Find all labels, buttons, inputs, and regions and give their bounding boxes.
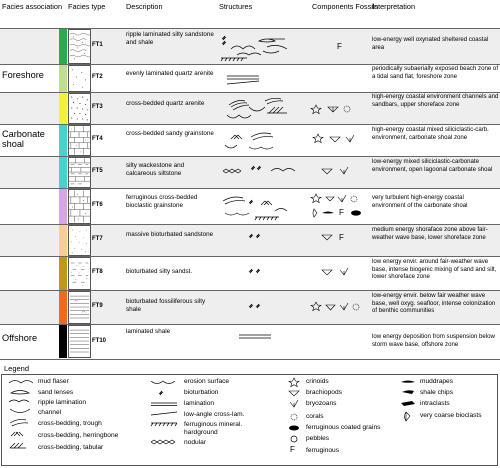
erosion-surface-icon xyxy=(225,213,249,215)
color-swatch xyxy=(59,325,67,358)
channel-icon xyxy=(249,107,265,111)
color-swatch xyxy=(59,29,67,64)
legend-label: very coarse bioclasts xyxy=(420,412,482,419)
lamination-icon xyxy=(239,335,271,338)
structures-ft9 xyxy=(219,291,311,324)
bryozoans-icon xyxy=(340,268,348,275)
bioturbation-icon xyxy=(222,36,226,45)
header-structures: Structures xyxy=(219,2,253,11)
ferruginous-coated-grains-icon xyxy=(351,210,361,215)
bryozoans-icon xyxy=(340,303,348,310)
low-angle-cross-lamination-icon xyxy=(151,412,177,415)
cross-bedding-herringbone-icon xyxy=(11,432,23,436)
components-ft8 xyxy=(312,257,370,290)
shale-chips-icon xyxy=(402,390,414,394)
very-coarse-bioclasts-icon xyxy=(405,412,411,421)
color-swatch xyxy=(59,291,67,324)
legend-label: shale chips xyxy=(420,389,453,396)
components-ft9 xyxy=(312,291,370,324)
corals-icon xyxy=(353,304,359,310)
facies-description: bioturbated silty sandst. xyxy=(126,268,193,275)
lithology-column xyxy=(68,29,91,64)
structures-ft1 xyxy=(219,29,311,64)
legend-label: crinoids xyxy=(306,378,329,385)
legend-label: ferruginous coated grains xyxy=(306,424,381,431)
legend-label: bryozoans xyxy=(306,400,337,407)
low-angle-cross-lamination-icon xyxy=(227,81,259,84)
cross-bedding-trough-icon xyxy=(10,419,28,426)
lamination-icon xyxy=(227,76,259,79)
cross-bedding-trough-icon xyxy=(223,197,245,204)
color-swatch xyxy=(59,125,67,156)
facies-interpretation: low-energy envir. below fair weather wave base, well oxyg. seafloor, intense colonization of benthic communities xyxy=(372,292,496,315)
header-components-fossils: Components Fossils xyxy=(312,2,379,11)
ferruginous-symbol: F xyxy=(339,208,344,217)
legend-label: ferruginous mineral. hardground xyxy=(184,421,243,436)
brachiopods-icon xyxy=(289,391,299,396)
lithology-column xyxy=(68,189,91,224)
legend-label: low-angle cross-lam. xyxy=(184,411,245,418)
erosion-surface-icon xyxy=(151,381,175,384)
bryozoans-icon xyxy=(290,400,298,407)
pebbles-icon xyxy=(291,436,297,442)
legend-label: lamination xyxy=(184,400,215,407)
very-coarse-bioclasts-icon xyxy=(313,209,317,217)
facies-code: FT6 xyxy=(92,202,103,208)
cross-bedding-herringbone-icon xyxy=(231,135,242,139)
muddrapes-icon xyxy=(322,212,334,214)
channel-icon xyxy=(225,145,237,148)
components-ft6 xyxy=(312,189,370,224)
nodular-icon xyxy=(223,169,241,173)
lithology-column xyxy=(68,65,91,92)
facies-code: FT10 xyxy=(92,338,107,344)
corals-icon xyxy=(291,414,297,420)
ferruginous-coated-grains-icon xyxy=(289,426,299,431)
assoc-offshore: Offshore xyxy=(2,333,38,343)
facies-description: cross-bedded quartz arenite xyxy=(126,100,205,107)
color-swatch xyxy=(59,189,67,224)
color-swatch xyxy=(59,65,67,92)
color-swatch xyxy=(59,225,67,256)
structures-ft6 xyxy=(219,189,311,224)
erosion-surface-icon xyxy=(227,115,251,118)
facies-description: laminated shale xyxy=(126,328,171,335)
facies-description: ripple laminated silty sandstone and shale xyxy=(126,31,214,46)
legend-label: ripple lamination xyxy=(38,399,87,406)
bioturbation-icon xyxy=(249,234,260,238)
brachiopods-icon xyxy=(330,137,340,142)
sand-lens-icon xyxy=(11,391,29,395)
mud-flaser-icon xyxy=(9,381,33,384)
cross-bedding-tabular-icon xyxy=(267,107,287,113)
header-facies-association: Facies association xyxy=(2,2,63,11)
lithology-column xyxy=(68,225,91,256)
facies-description: cross-bedded sandy grainstone xyxy=(126,130,214,137)
lithology-column xyxy=(68,93,91,124)
cross-bedding-trough-icon xyxy=(251,133,273,140)
mud-flaser-icon xyxy=(267,45,287,49)
hardground-icon xyxy=(151,423,177,426)
legend-label: brachiopods xyxy=(306,389,342,396)
bryozoans-icon xyxy=(338,195,346,202)
components-ft1 xyxy=(312,29,370,64)
color-swatch xyxy=(59,257,67,290)
legend-label: sand lenses xyxy=(38,389,74,396)
ferruginous-symbol: F xyxy=(337,42,342,51)
legend-label: corals xyxy=(306,413,324,420)
structures-ft5 xyxy=(219,157,311,188)
facies-description: evenly laminated quartz arenite xyxy=(126,70,214,77)
components-ft3 xyxy=(312,93,370,124)
facies-code: FT3 xyxy=(92,104,103,110)
facies-code: FT1 xyxy=(92,42,103,48)
bioturbation-icon xyxy=(249,304,260,308)
facies-code: FT5 xyxy=(92,168,103,174)
lithology-column xyxy=(68,257,91,290)
facies-code: FT8 xyxy=(92,269,103,275)
assoc-carbonate-shoal-1: Carbonate xyxy=(2,129,45,139)
legend-label: nodular xyxy=(184,439,206,446)
components-ft4 xyxy=(312,125,370,156)
corals-icon xyxy=(344,106,350,112)
facies-description: massive bioturbated sandstone xyxy=(126,231,214,238)
facies-interpretation: low energy envir. around fair-weather wave base, intense biogenic mixing of sand and silt, lower shoreface zone xyxy=(372,258,497,281)
lamination-icon xyxy=(151,403,177,406)
brachiopods-icon xyxy=(322,235,332,240)
crinoids-icon xyxy=(311,302,321,311)
facies-interpretation: high-energy coastal mixed siliciclastic-carb. environment, carbonate shoal zone xyxy=(372,126,489,141)
legend-title: Legend xyxy=(4,364,30,373)
legend-icons-col4 xyxy=(398,376,418,426)
ferruginous-symbol: F xyxy=(339,233,344,242)
channel-icon xyxy=(10,409,30,413)
hardground-icon xyxy=(221,58,247,61)
legend-icons-col1 xyxy=(8,376,34,464)
erosion-surface-icon xyxy=(249,147,273,149)
ferruginous-symbol: F xyxy=(290,445,295,454)
header-facies-type: Facies type xyxy=(68,2,106,11)
bryozoans-icon xyxy=(340,167,348,174)
brachiopods-icon xyxy=(326,197,334,201)
structures-ft7 xyxy=(219,225,311,256)
structures-ft3 xyxy=(219,93,311,124)
facies-interpretation: low-energy mixed siliciclastic-carbonate environment, open lagoonal carbonate shoal xyxy=(372,158,493,173)
legend-label: pebbles xyxy=(306,435,330,442)
mud-flaser-icon xyxy=(231,46,255,49)
intraclasts-icon xyxy=(401,401,415,406)
cross-bedding-herringbone-icon xyxy=(261,201,272,205)
crinoids-icon xyxy=(311,105,321,114)
legend-label: cross-bedding, herringbone xyxy=(38,432,119,439)
structures-ft2 xyxy=(219,65,311,92)
legend-label: cross-bedding, tabular xyxy=(38,444,104,451)
crinoids-icon xyxy=(289,378,299,387)
header-interpretation: Interpretation xyxy=(372,2,415,11)
components-ft7 xyxy=(312,225,370,256)
brachiopods-icon xyxy=(322,169,332,174)
facies-description: ferruginous cross-bedded bioclastic grainstone xyxy=(126,194,198,209)
cross-bedding-trough-icon xyxy=(229,101,249,111)
corals-icon xyxy=(351,196,357,202)
bioturbation-icon xyxy=(159,391,163,395)
mud-flaser-icon xyxy=(271,169,295,172)
channel-icon xyxy=(263,51,279,53)
bioturbation-icon xyxy=(249,200,253,204)
legend-label: intraclasts xyxy=(420,400,450,407)
assoc-carbonate-shoal-2: shoal xyxy=(2,139,24,149)
facies-code: FT4 xyxy=(92,136,103,142)
legend-label: ferruginous xyxy=(306,447,339,454)
legend-label: erosion surface xyxy=(184,378,230,385)
crinoids-icon xyxy=(311,194,321,203)
structures-ft4 xyxy=(219,125,311,156)
legend-label: muddrapes xyxy=(420,378,453,385)
facies-code: FT9 xyxy=(92,303,103,309)
facies-interpretation: periodically subaerially exposed beach zone of a tidal sand flat, foreshore zone xyxy=(372,65,499,80)
crinoids-icon xyxy=(313,134,323,143)
structures-ft8 xyxy=(219,257,311,290)
color-swatch xyxy=(59,157,67,188)
ripple-lamination-icon xyxy=(9,400,29,402)
lithology-column xyxy=(68,291,91,324)
cross-bedding-trough-icon xyxy=(265,98,283,104)
facies-code: FT2 xyxy=(92,74,103,80)
brachiopods-icon xyxy=(322,270,332,275)
facies-description: bioturbated fossiliferous silty shale xyxy=(126,298,206,313)
facies-interpretation: medium energy shoraface zone above fair-weather wave base, lower shoreface zone xyxy=(372,226,488,241)
assoc-foreshore: Foreshore xyxy=(2,70,44,80)
legend-label: cross-bedding, trough xyxy=(38,420,102,427)
facies-description: silty wackestone and calcareous siltstone xyxy=(126,162,185,177)
legend-label: bioturbation xyxy=(184,389,219,396)
lithology-column xyxy=(68,125,91,156)
hardground-icon xyxy=(255,217,279,220)
lithology-column xyxy=(68,157,91,188)
muddrapes-icon xyxy=(401,381,415,383)
legend-label: channel xyxy=(38,409,62,416)
cross-bedding-tabular-icon xyxy=(10,443,26,448)
brachiopods-icon xyxy=(326,305,335,310)
bioturbation-icon xyxy=(251,166,261,170)
structures-ft10 xyxy=(219,325,311,358)
legend-icons-col2 xyxy=(150,376,180,464)
lithology-column xyxy=(68,325,91,358)
facies-code: FT7 xyxy=(92,236,103,242)
components-ft5 xyxy=(312,157,370,188)
brachiopods-icon xyxy=(328,107,338,112)
mud-flaser-icon xyxy=(275,209,287,212)
nodular-icon xyxy=(151,440,175,444)
ripple-lamination-icon xyxy=(237,53,261,55)
facies-interpretation: low energy deposition from suspension below storm wave base, offshore zone xyxy=(372,333,495,348)
bryozoans-icon xyxy=(346,135,354,142)
facies-interpretation: low-energy well oxynated sheltered coastal area xyxy=(372,36,489,51)
legend-label: mud flaser xyxy=(38,378,69,385)
facies-interpretation: high-energy coastal environment channels and sandbars, upper shoreface zone xyxy=(372,93,499,108)
sand-lens-icon xyxy=(259,39,275,42)
header-description: Description xyxy=(126,2,163,11)
color-swatch xyxy=(59,93,67,124)
facies-interpretation: very turbulent high-energy coastal environment of the carbonate shoal xyxy=(372,194,468,209)
bioturbation-icon xyxy=(249,269,260,273)
